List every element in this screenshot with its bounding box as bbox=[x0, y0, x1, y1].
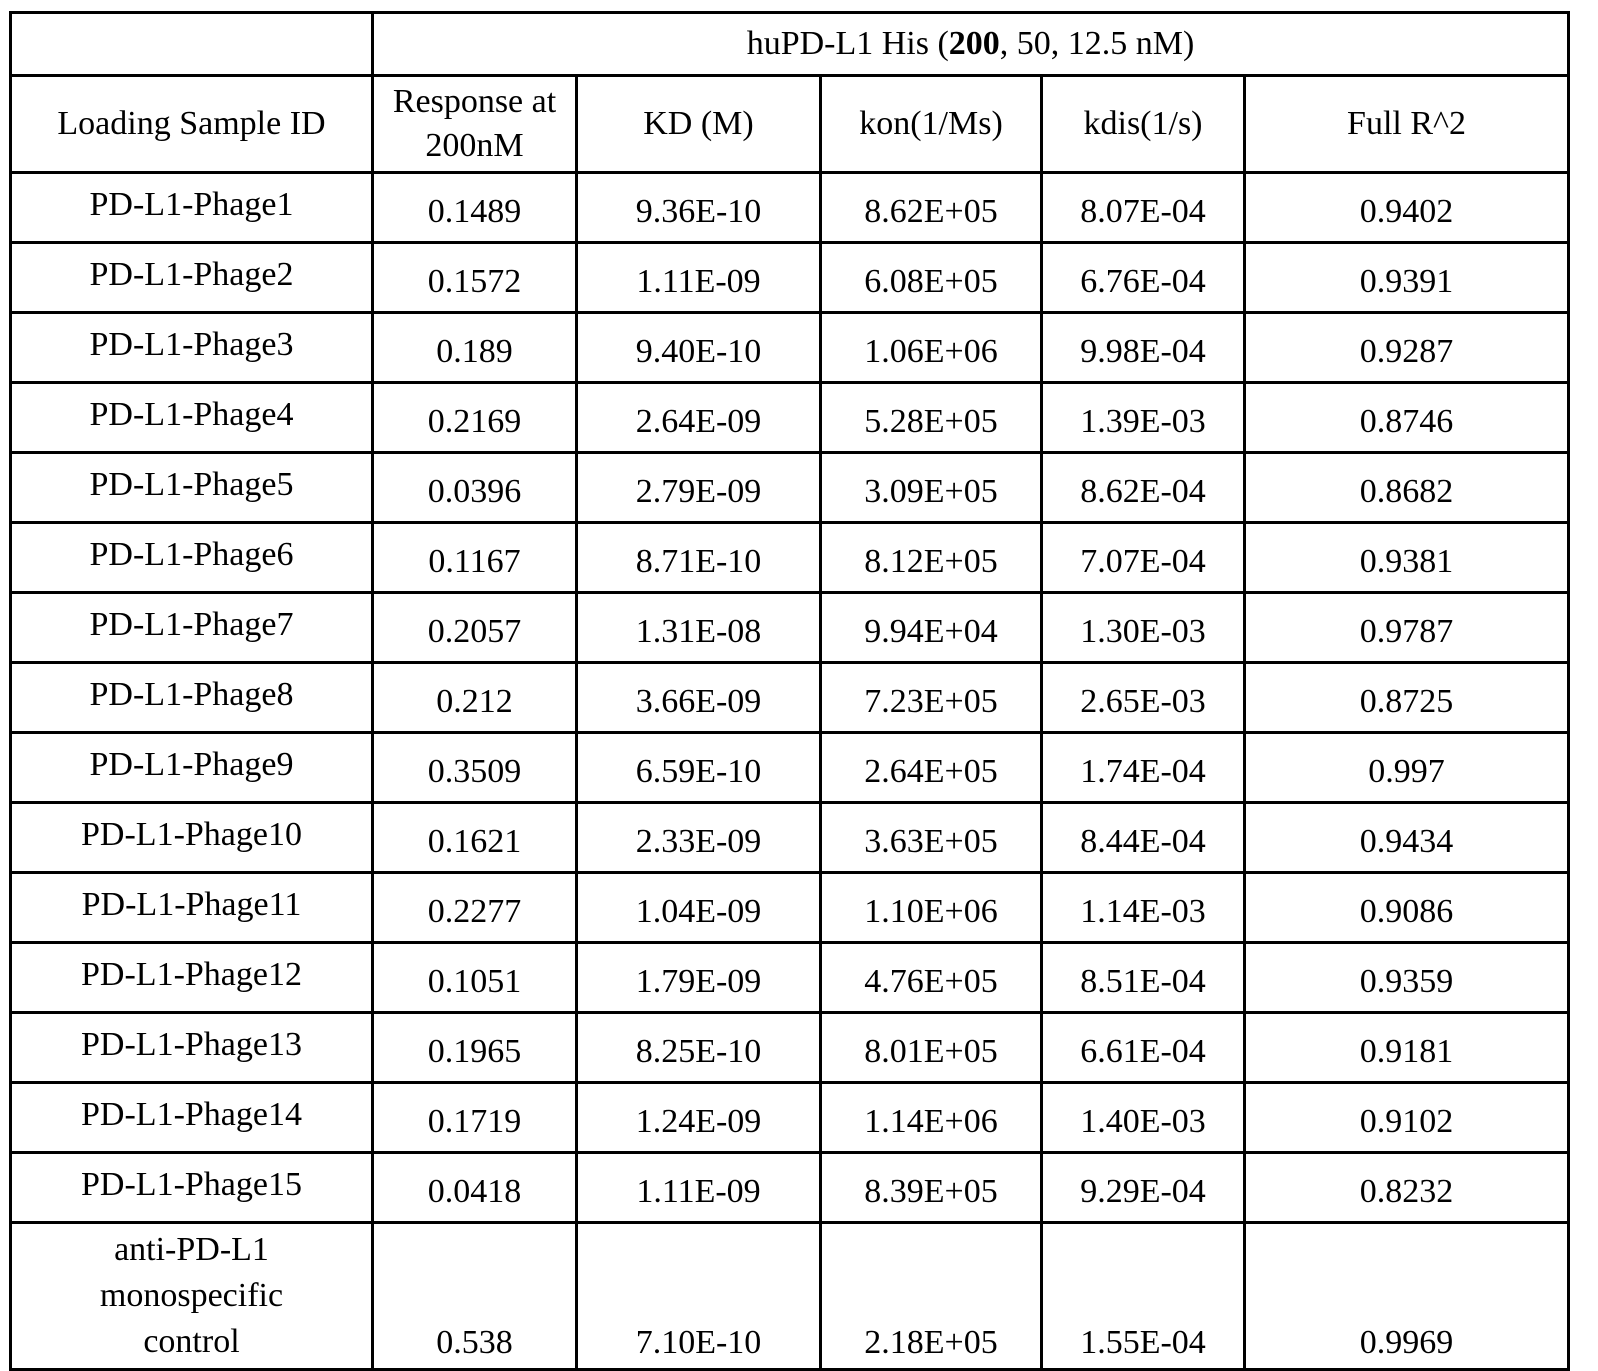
cell-kdis: 6.61E-04 bbox=[1042, 1013, 1245, 1083]
cell-kd: 2.64E-09 bbox=[577, 383, 821, 453]
table-row bbox=[11, 243, 1569, 313]
empty-corner-cell bbox=[11, 13, 373, 76]
cell-response: 0.1719 bbox=[373, 1083, 577, 1153]
binding-kinetics-table bbox=[9, 11, 1570, 1371]
cell-kdis: 9.29E-04 bbox=[1042, 1153, 1245, 1223]
cell-kdis: 1.40E-03 bbox=[1042, 1083, 1245, 1153]
cell-response: 0.1965 bbox=[373, 1013, 577, 1083]
column-header-kon: kon(1/Ms) bbox=[821, 76, 1042, 173]
cell-kdis: 1.30E-03 bbox=[1042, 593, 1245, 663]
column-header-sample-id: Loading Sample ID bbox=[11, 76, 373, 173]
cell-response: 0.2277 bbox=[373, 873, 577, 943]
cell-full-r2: 0.9787 bbox=[1245, 593, 1569, 663]
cell-kd: 8.71E-10 bbox=[577, 523, 821, 593]
column-header-full-r2: Full R^2 bbox=[1245, 76, 1569, 173]
table-row bbox=[11, 733, 1569, 803]
cell-sample-id: PD-L1-Phage13 bbox=[11, 1013, 373, 1083]
cell-kon: 8.39E+05 bbox=[821, 1153, 1042, 1223]
cell-full-r2: 0.8746 bbox=[1245, 383, 1569, 453]
cell-kd: 9.40E-10 bbox=[577, 313, 821, 383]
cell-sample-id: PD-L1-Phage9 bbox=[11, 733, 373, 803]
cell-full-r2: 0.9381 bbox=[1245, 523, 1569, 593]
cell-full-r2: 0.8682 bbox=[1245, 453, 1569, 523]
cell-sample-id: PD-L1-Phage4 bbox=[11, 383, 373, 453]
cell-kd: 1.31E-08 bbox=[577, 593, 821, 663]
cell-kdis: 2.65E-03 bbox=[1042, 663, 1245, 733]
cell-kdis: 1.74E-04 bbox=[1042, 733, 1245, 803]
cell-kon: 8.01E+05 bbox=[821, 1013, 1042, 1083]
cell-kdis: 7.07E-04 bbox=[1042, 523, 1245, 593]
table-row bbox=[11, 173, 1569, 243]
cell-kd: 1.04E-09 bbox=[577, 873, 821, 943]
table-row bbox=[11, 593, 1569, 663]
cell-sample-id: PD-L1-Phage10 bbox=[11, 803, 373, 873]
group-header-prefix: huPD-L1 His ( bbox=[747, 25, 949, 62]
cell-sample-id: PD-L1-Phage15 bbox=[11, 1153, 373, 1223]
cell-kd: 2.79E-09 bbox=[577, 453, 821, 523]
table-row bbox=[11, 453, 1569, 523]
cell-kdis: 1.39E-03 bbox=[1042, 383, 1245, 453]
table-row bbox=[11, 1013, 1569, 1083]
cell-kd: 2.33E-09 bbox=[577, 803, 821, 873]
cell-response: 0.212 bbox=[373, 663, 577, 733]
cell-kdis: 8.44E-04 bbox=[1042, 803, 1245, 873]
cell-sample-id: PD-L1-Phage8 bbox=[11, 663, 373, 733]
group-header-bold-concentration: 200 bbox=[949, 25, 1000, 62]
cell-full-r2: 0.9287 bbox=[1245, 313, 1569, 383]
cell-full-r2: 0.9359 bbox=[1245, 943, 1569, 1013]
cell-sample-id: PD-L1-Phage11 bbox=[11, 873, 373, 943]
cell-kdis: 8.62E-04 bbox=[1042, 453, 1245, 523]
cell-kdis: 9.98E-04 bbox=[1042, 313, 1245, 383]
group-header-row bbox=[11, 13, 1569, 76]
cell-full-r2: 0.9391 bbox=[1245, 243, 1569, 313]
cell-full-r2: 0.9086 bbox=[1245, 873, 1569, 943]
cell-sample-id: PD-L1-Phage3 bbox=[11, 313, 373, 383]
column-header-response: Response at 200nM bbox=[373, 76, 577, 173]
cell-response: 0.0396 bbox=[373, 453, 577, 523]
cell-kd: 3.66E-09 bbox=[577, 663, 821, 733]
cell-kon: 9.94E+04 bbox=[821, 593, 1042, 663]
cell-kon: 2.18E+05 bbox=[821, 1223, 1042, 1370]
column-header-row bbox=[11, 76, 1569, 173]
cell-kon: 3.63E+05 bbox=[821, 803, 1042, 873]
cell-response: 0.2057 bbox=[373, 593, 577, 663]
cell-kd: 1.11E-09 bbox=[577, 243, 821, 313]
cell-sample-id: PD-L1-Phage2 bbox=[11, 243, 373, 313]
cell-kdis: 1.14E-03 bbox=[1042, 873, 1245, 943]
cell-response: 0.1167 bbox=[373, 523, 577, 593]
cell-full-r2: 0.997 bbox=[1245, 733, 1569, 803]
table-row bbox=[11, 1153, 1569, 1223]
table-row bbox=[11, 523, 1569, 593]
cell-sample-id: PD-L1-Phage1 bbox=[11, 173, 373, 243]
cell-kon: 7.23E+05 bbox=[821, 663, 1042, 733]
cell-response: 0.1051 bbox=[373, 943, 577, 1013]
cell-kon: 8.12E+05 bbox=[821, 523, 1042, 593]
cell-kon: 1.06E+06 bbox=[821, 313, 1042, 383]
table-row bbox=[11, 803, 1569, 873]
cell-kdis: 8.51E-04 bbox=[1042, 943, 1245, 1013]
cell-response: 0.1621 bbox=[373, 803, 577, 873]
table-row bbox=[11, 313, 1569, 383]
cell-kon: 5.28E+05 bbox=[821, 383, 1042, 453]
cell-response: 0.3509 bbox=[373, 733, 577, 803]
cell-kd: 1.79E-09 bbox=[577, 943, 821, 1013]
cell-sample-id: PD-L1-Phage12 bbox=[11, 943, 373, 1013]
cell-kon: 1.14E+06 bbox=[821, 1083, 1042, 1153]
cell-kd: 9.36E-10 bbox=[577, 173, 821, 243]
table-row bbox=[11, 383, 1569, 453]
cell-response: 0.2169 bbox=[373, 383, 577, 453]
cell-kon: 6.08E+05 bbox=[821, 243, 1042, 313]
cell-full-r2: 0.9402 bbox=[1245, 173, 1569, 243]
cell-response: 0.538 bbox=[373, 1223, 577, 1370]
cell-sample-id: PD-L1-Phage14 bbox=[11, 1083, 373, 1153]
cell-kdis: 8.07E-04 bbox=[1042, 173, 1245, 243]
table-row bbox=[11, 873, 1569, 943]
cell-sample-id: anti-PD-L1 monospecific control bbox=[11, 1223, 373, 1370]
cell-response: 0.189 bbox=[373, 313, 577, 383]
cell-response: 0.0418 bbox=[373, 1153, 577, 1223]
cell-kdis: 1.55E-04 bbox=[1042, 1223, 1245, 1370]
cell-kd: 7.10E-10 bbox=[577, 1223, 821, 1370]
table-row bbox=[11, 943, 1569, 1013]
group-header-suffix: , 50, 12.5 nM) bbox=[1000, 25, 1195, 62]
column-header-kd: KD (M) bbox=[577, 76, 821, 173]
cell-kon: 8.62E+05 bbox=[821, 173, 1042, 243]
cell-response: 0.1489 bbox=[373, 173, 577, 243]
group-header-cell bbox=[373, 13, 1569, 76]
cell-kon: 3.09E+05 bbox=[821, 453, 1042, 523]
cell-full-r2: 0.9969 bbox=[1245, 1223, 1569, 1370]
table-row bbox=[11, 663, 1569, 733]
cell-full-r2: 0.8232 bbox=[1245, 1153, 1569, 1223]
cell-full-r2: 0.9181 bbox=[1245, 1013, 1569, 1083]
cell-kon: 1.10E+06 bbox=[821, 873, 1042, 943]
column-header-kdis: kdis(1/s) bbox=[1042, 76, 1245, 173]
cell-full-r2: 0.9434 bbox=[1245, 803, 1569, 873]
table-row bbox=[11, 1223, 1569, 1370]
cell-kon: 4.76E+05 bbox=[821, 943, 1042, 1013]
cell-kd: 1.11E-09 bbox=[577, 1153, 821, 1223]
cell-full-r2: 0.8725 bbox=[1245, 663, 1569, 733]
cell-sample-id: PD-L1-Phage7 bbox=[11, 593, 373, 663]
cell-kon: 2.64E+05 bbox=[821, 733, 1042, 803]
table-row bbox=[11, 1083, 1569, 1153]
cell-kd: 1.24E-09 bbox=[577, 1083, 821, 1153]
cell-sample-id: PD-L1-Phage6 bbox=[11, 523, 373, 593]
cell-kd: 8.25E-10 bbox=[577, 1013, 821, 1083]
cell-response: 0.1572 bbox=[373, 243, 577, 313]
cell-kd: 6.59E-10 bbox=[577, 733, 821, 803]
cell-kdis: 6.76E-04 bbox=[1042, 243, 1245, 313]
cell-sample-id: PD-L1-Phage5 bbox=[11, 453, 373, 523]
cell-full-r2: 0.9102 bbox=[1245, 1083, 1569, 1153]
